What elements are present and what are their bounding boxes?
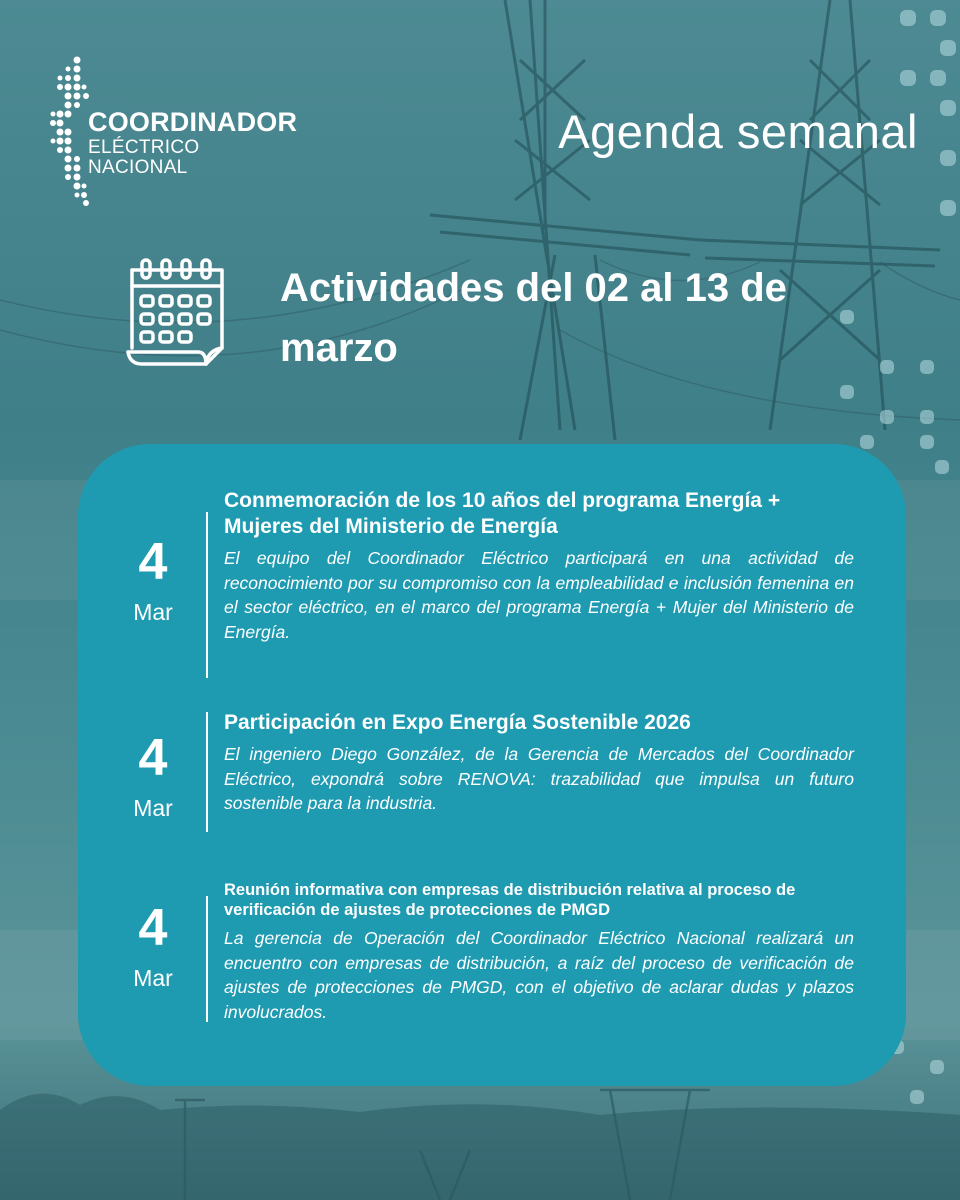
event-content: [224, 488, 854, 644]
brand-subtitle: ELÉCTRICO NACIONAL: [88, 137, 200, 178]
event-divider: [206, 896, 208, 1022]
page-title: Agenda semanal: [558, 105, 918, 158]
brand-name: COORDINADOR: [88, 107, 298, 137]
event-description: El ingeniero Diego González, de la Gerencia de Mercados del Coordinador Eléctrico, expondrá sobre RENOVA: trazabilidad que impulsa un futuro sostenible para la industria.: [224, 744, 854, 813]
event-day: 4: [138, 533, 168, 591]
event-content: [224, 710, 854, 816]
section-title: Actividades del 02 al 13 de marzo: [280, 266, 787, 370]
event-month: Mar: [133, 795, 173, 821]
event-description: El equipo del Coordinador Eléctrico participará en una actividad de reconocimiento por su compromiso con la empleabilidad e inclusión femenina en el sector eléctrico, en el marco del programa Energía + Mujer del Ministerio de Energía.: [224, 548, 854, 642]
events-card: [78, 444, 906, 1086]
calendar-icon: [124, 256, 230, 370]
event-description: La gerencia de Operación del Coordinador Eléctrico Nacional realizará un encuentro con empresas de distribución, a raíz del proceso de verificación de ajustes de protecciones de PMGD, con el objetivo de aclarar dudas y plazos involucrados.: [224, 928, 854, 1022]
event-content: [224, 880, 854, 1024]
event-title: Reunión informativa con empresas de distribución relativa al proceso de verificación de ajustes de protecciones de PMGD: [224, 881, 796, 919]
event-date: [108, 900, 198, 992]
brand-logo: [50, 56, 298, 206]
event-month: Mar: [133, 965, 173, 991]
logo-text: [88, 108, 297, 178]
event-month: Mar: [133, 599, 173, 625]
event-day: 4: [138, 899, 168, 957]
event-title: Conmemoración de los 10 años del programa Energía + Mujeres del Ministerio de Energía: [224, 489, 781, 538]
event-date: [108, 534, 198, 626]
event-date: [108, 730, 198, 822]
event-title: Participación en Expo Energía Sostenible 2026: [224, 711, 691, 734]
event-day: 4: [138, 729, 168, 787]
event-divider: [206, 512, 208, 678]
event-divider: [206, 712, 208, 832]
